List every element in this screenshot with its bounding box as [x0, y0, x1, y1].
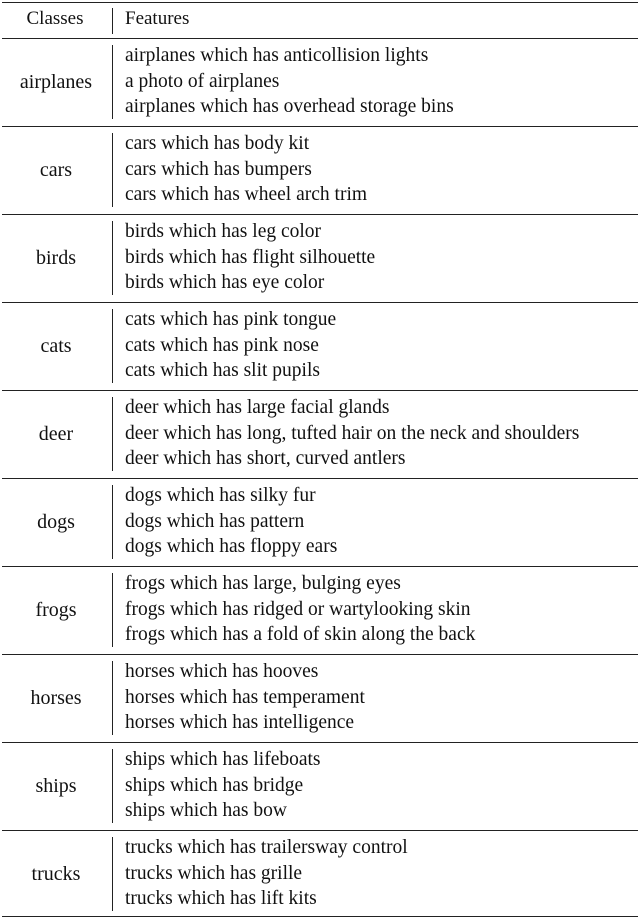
- header-divider: [112, 8, 113, 34]
- class-name: dogs: [37, 511, 75, 533]
- feature-item: a photo of airplanes: [125, 70, 280, 92]
- feature-item: trucks which has grille: [125, 862, 303, 884]
- class-name: airplanes: [19, 71, 93, 93]
- feature-list: [125, 219, 640, 296]
- feature-item: frogs which has ridged or wartylooking skin: [125, 598, 471, 620]
- class-name: frogs: [35, 599, 77, 621]
- table-row: [0, 126, 640, 214]
- column-divider: [112, 397, 113, 471]
- feature-list: [125, 483, 640, 560]
- feature-item: dogs which has silky fur: [125, 485, 316, 506]
- feature-list: [125, 835, 640, 912]
- feature-item: trucks which has trailersway control: [125, 837, 408, 858]
- column-divider: [112, 749, 113, 823]
- table-row: [0, 478, 640, 566]
- table-row: [0, 38, 640, 126]
- feature-item: cars which has body kit: [125, 133, 310, 154]
- feature-item: frogs which has large, bulging eyes: [125, 573, 401, 594]
- feature-item: cars which has wheel arch trim: [125, 184, 368, 205]
- feature-item: horses which has intelligence: [125, 712, 355, 733]
- feature-list: [125, 131, 640, 208]
- class-name: cats: [40, 335, 72, 357]
- feature-item: birds which has flight silhouette: [125, 246, 376, 268]
- class-name: cars: [39, 159, 73, 181]
- class-name: birds: [36, 247, 76, 269]
- column-divider: [112, 573, 113, 647]
- feature-item: trucks which has lift kits: [125, 888, 317, 909]
- feature-list: [125, 571, 640, 648]
- table-row: [0, 654, 640, 742]
- feature-item: horses which has hooves: [125, 661, 319, 682]
- feature-item: ships which has lifeboats: [125, 749, 321, 770]
- top-rule: [2, 2, 638, 3]
- feature-item: cars which has bumpers: [125, 158, 312, 180]
- class-name: ships: [35, 775, 77, 797]
- table-row: [0, 566, 640, 654]
- feature-item: dogs which has pattern: [125, 510, 305, 532]
- column-divider: [112, 133, 113, 207]
- feature-list: [125, 307, 640, 384]
- feature-item: dogs which has floppy ears: [125, 536, 338, 557]
- feature-list: [125, 659, 640, 736]
- column-divider: [112, 485, 113, 559]
- feature-item: ships which has bridge: [125, 774, 304, 796]
- feature-item: horses which has temperament: [125, 686, 365, 708]
- feature-item: ships which has bow: [125, 800, 287, 821]
- feature-item: airplanes which has overhead storage bins: [125, 96, 454, 117]
- feature-item: cats which has slit pupils: [125, 360, 320, 381]
- column-divider: [112, 309, 113, 383]
- feature-list: [125, 747, 640, 824]
- table-row: [0, 302, 640, 390]
- feature-item: cats which has pink tongue: [125, 309, 337, 330]
- table-row: [0, 390, 640, 478]
- bottom-rule: [2, 916, 638, 917]
- feature-item: cats which has pink nose: [125, 334, 319, 356]
- column-divider: [112, 837, 113, 911]
- table-row: [0, 214, 640, 302]
- class-name: horses: [30, 687, 82, 709]
- feature-list: [125, 43, 640, 120]
- class-name: trucks: [31, 863, 81, 885]
- header-features: Features: [125, 8, 190, 29]
- feature-item: deer which has large facial glands: [125, 397, 390, 418]
- class-name: deer: [38, 423, 74, 445]
- table-row: [0, 830, 640, 918]
- header-classes: Classes: [26, 8, 84, 29]
- feature-item: birds which has eye color: [125, 272, 325, 293]
- feature-item: deer which has long, tufted hair on the neck and shoulders: [125, 422, 580, 444]
- column-divider: [112, 661, 113, 735]
- feature-list: [125, 395, 640, 472]
- feature-item: deer which has short, curved antlers: [125, 448, 406, 469]
- column-divider: [112, 221, 113, 295]
- feature-item: frogs which has a fold of skin along the back: [125, 624, 476, 645]
- column-divider: [112, 45, 113, 119]
- feature-item: airplanes which has anticollision lights: [125, 45, 429, 66]
- table-row: [0, 742, 640, 830]
- feature-item: birds which has leg color: [125, 221, 322, 242]
